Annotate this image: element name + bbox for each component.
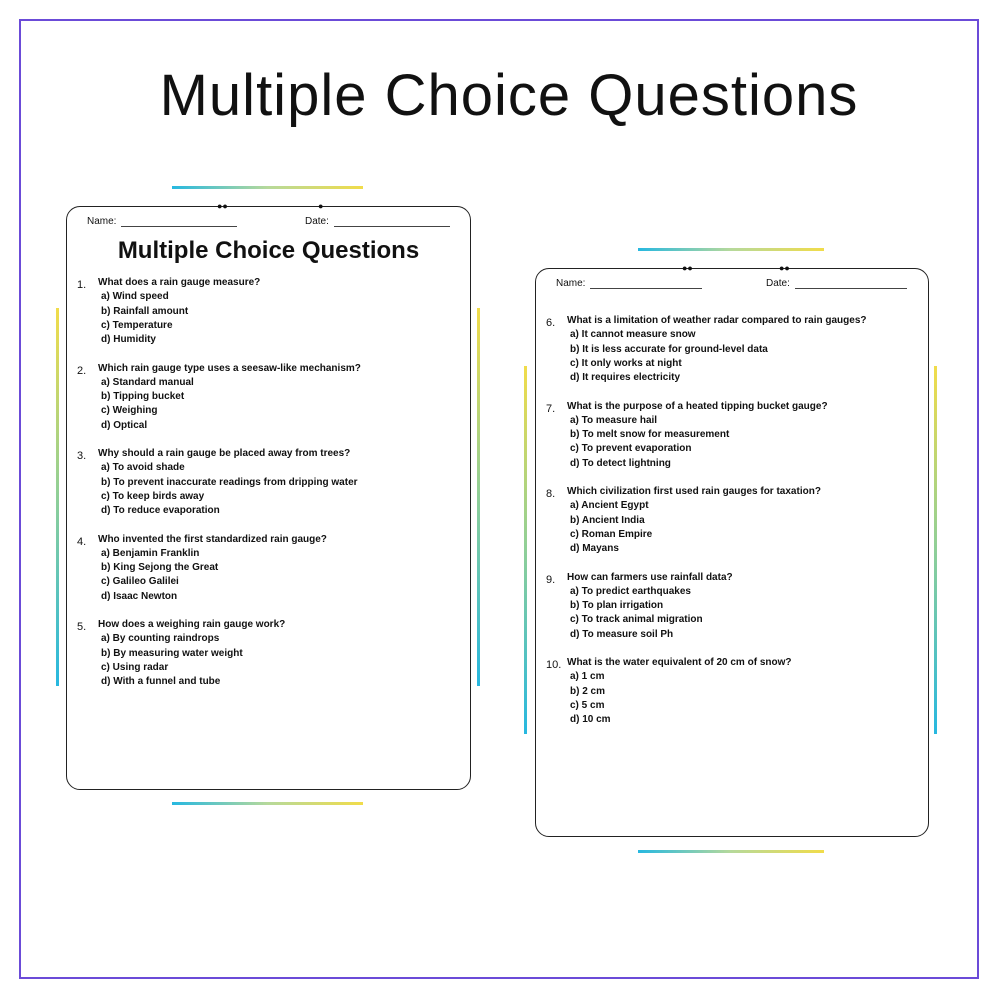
question-text: Who invented the first standardized rain gauge? (98, 533, 327, 545)
answer-option[interactable]: c) 5 cm (570, 699, 605, 711)
answer-option[interactable]: a) 1 cm (570, 671, 605, 683)
question-number: 2. (77, 364, 87, 377)
answer-option[interactable]: c) Roman Empire (570, 528, 653, 540)
decor-line (172, 186, 363, 189)
answer-option[interactable]: a) Ancient Egypt (570, 500, 649, 512)
question-item (546, 572, 918, 658)
answer-option[interactable]: a) Standard manual (101, 376, 194, 388)
header-fields (554, 278, 910, 292)
answer-option[interactable]: c) To prevent evaporation (570, 443, 692, 455)
question-item (546, 315, 918, 401)
date-line[interactable] (334, 216, 450, 227)
answer-option[interactable]: b) Rainfall amount (101, 305, 189, 317)
question-text: Why should a rain gauge be placed away from trees? (98, 448, 351, 459)
date-field[interactable] (305, 216, 450, 227)
decor-line (638, 850, 824, 853)
answer-option[interactable]: b) It is less accurate for ground-level data (570, 343, 768, 355)
question-item (77, 363, 460, 449)
header-fields (85, 216, 452, 230)
question-item (546, 486, 918, 572)
answer-option[interactable]: b) To plan irrigation (570, 600, 664, 612)
decor-line (477, 308, 480, 686)
decor-line (524, 366, 527, 734)
binder-clip-icon: ● (318, 201, 324, 211)
binder-clip-icon: ●● (682, 263, 693, 273)
answer-option[interactable]: c) To track animal migration (570, 614, 703, 626)
binder-clip-icon: ●● (779, 263, 790, 273)
answer-option[interactable]: a) Benjamin Franklin (101, 547, 200, 559)
question-text: Which civilization first used rain gauges for taxation? (567, 486, 821, 497)
date-line[interactable] (795, 278, 907, 289)
decor-line (56, 308, 59, 686)
answer-option[interactable]: b) To prevent inaccurate readings from dripping water (101, 476, 358, 488)
answer-option[interactable]: d) 10 cm (570, 714, 611, 726)
decor-line (172, 802, 363, 805)
sheet-title: Multiple Choice Questions (117, 237, 420, 264)
answer-option[interactable]: d) Mayans (570, 543, 619, 555)
answer-option[interactable]: d) To measure soil Ph (570, 628, 674, 640)
answer-option[interactable]: d) Isaac Newton (101, 590, 178, 602)
question-text: What is the purpose of a heated tipping bucket gauge? (567, 400, 828, 412)
answer-option[interactable]: d) Optical (101, 419, 148, 431)
answer-option[interactable]: b) Ancient India (570, 514, 645, 526)
answer-option[interactable]: d) To detect lightning (570, 457, 671, 469)
question-number: 9. (546, 573, 556, 586)
question-number: 7. (546, 402, 556, 415)
question-text: How does a weighing rain gauge work? (98, 619, 286, 630)
question-text: What is a limitation of weather radar compared to rain gauges? (567, 315, 867, 326)
answer-option[interactable]: b) By measuring water weight (101, 647, 243, 659)
question-list (77, 277, 460, 705)
question-number: 10. (546, 659, 562, 671)
answer-option[interactable]: c) Weighing (101, 405, 158, 417)
name-line[interactable] (121, 216, 237, 227)
answer-option[interactable]: c) To keep birds away (101, 490, 205, 502)
name-line[interactable] (590, 278, 702, 289)
binder-clip-icon: ●● (217, 201, 228, 211)
answer-option[interactable]: c) Temperature (101, 319, 173, 331)
question-list (546, 315, 918, 743)
answer-option[interactable]: d) It requires electricity (570, 372, 681, 384)
answer-option[interactable]: a) To avoid shade (101, 462, 185, 474)
answer-option[interactable]: c) Using radar (101, 661, 169, 673)
answer-option[interactable]: b) King Sejong the Great (101, 562, 219, 574)
answer-option[interactable]: d) With a funnel and tube (101, 676, 221, 688)
question-item (77, 619, 460, 705)
question-item (77, 448, 460, 534)
worksheet-page-1 (66, 201, 471, 790)
question-number: 1. (77, 279, 87, 291)
question-text: What is the water equivalent of 20 cm of snow? (567, 657, 792, 668)
question-number: 4. (77, 535, 87, 548)
answer-option[interactable]: a) It cannot measure snow (570, 329, 696, 341)
decor-line (638, 248, 824, 251)
date-label: Date: (766, 278, 790, 289)
question-text: Which rain gauge type uses a seesaw-like mechanism? (98, 362, 361, 374)
date-label: Date: (305, 216, 329, 227)
question-number: 3. (77, 450, 87, 462)
question-text: How can farmers use rainfall data? (567, 571, 733, 583)
answer-option[interactable]: b) Tipping bucket (101, 391, 185, 403)
answer-option[interactable]: c) It only works at night (570, 357, 682, 369)
answer-option[interactable]: a) To measure hail (570, 414, 658, 426)
question-number: 6. (546, 317, 556, 329)
decor-line (934, 366, 937, 734)
date-field[interactable] (766, 278, 907, 289)
answer-option[interactable]: a) Wind speed (101, 291, 169, 303)
answer-option[interactable]: b) 2 cm (570, 685, 606, 697)
answer-option[interactable]: c) Galileo Galilei (101, 576, 179, 588)
answer-option[interactable]: a) To predict earthquakes (570, 585, 691, 597)
question-number: 5. (77, 621, 87, 633)
name-label: Name: (87, 216, 117, 227)
question-number: 8. (546, 488, 556, 500)
question-item (546, 401, 918, 487)
name-field[interactable] (556, 278, 702, 289)
answer-option[interactable]: d) To reduce evaporation (101, 505, 220, 517)
page-title: Multiple Choice Questions (159, 63, 859, 128)
worksheet-page-2 (535, 263, 929, 837)
answer-option[interactable]: d) Humidity (101, 334, 156, 346)
answer-option[interactable]: a) By counting raindrops (101, 633, 220, 645)
name-label: Name: (556, 278, 586, 289)
question-item (77, 277, 460, 363)
question-item (77, 534, 460, 620)
name-field[interactable] (87, 216, 237, 227)
question-text: What does a rain gauge measure? (98, 277, 261, 288)
answer-option[interactable]: b) To melt snow for measurement (570, 429, 730, 441)
question-item (546, 657, 918, 743)
